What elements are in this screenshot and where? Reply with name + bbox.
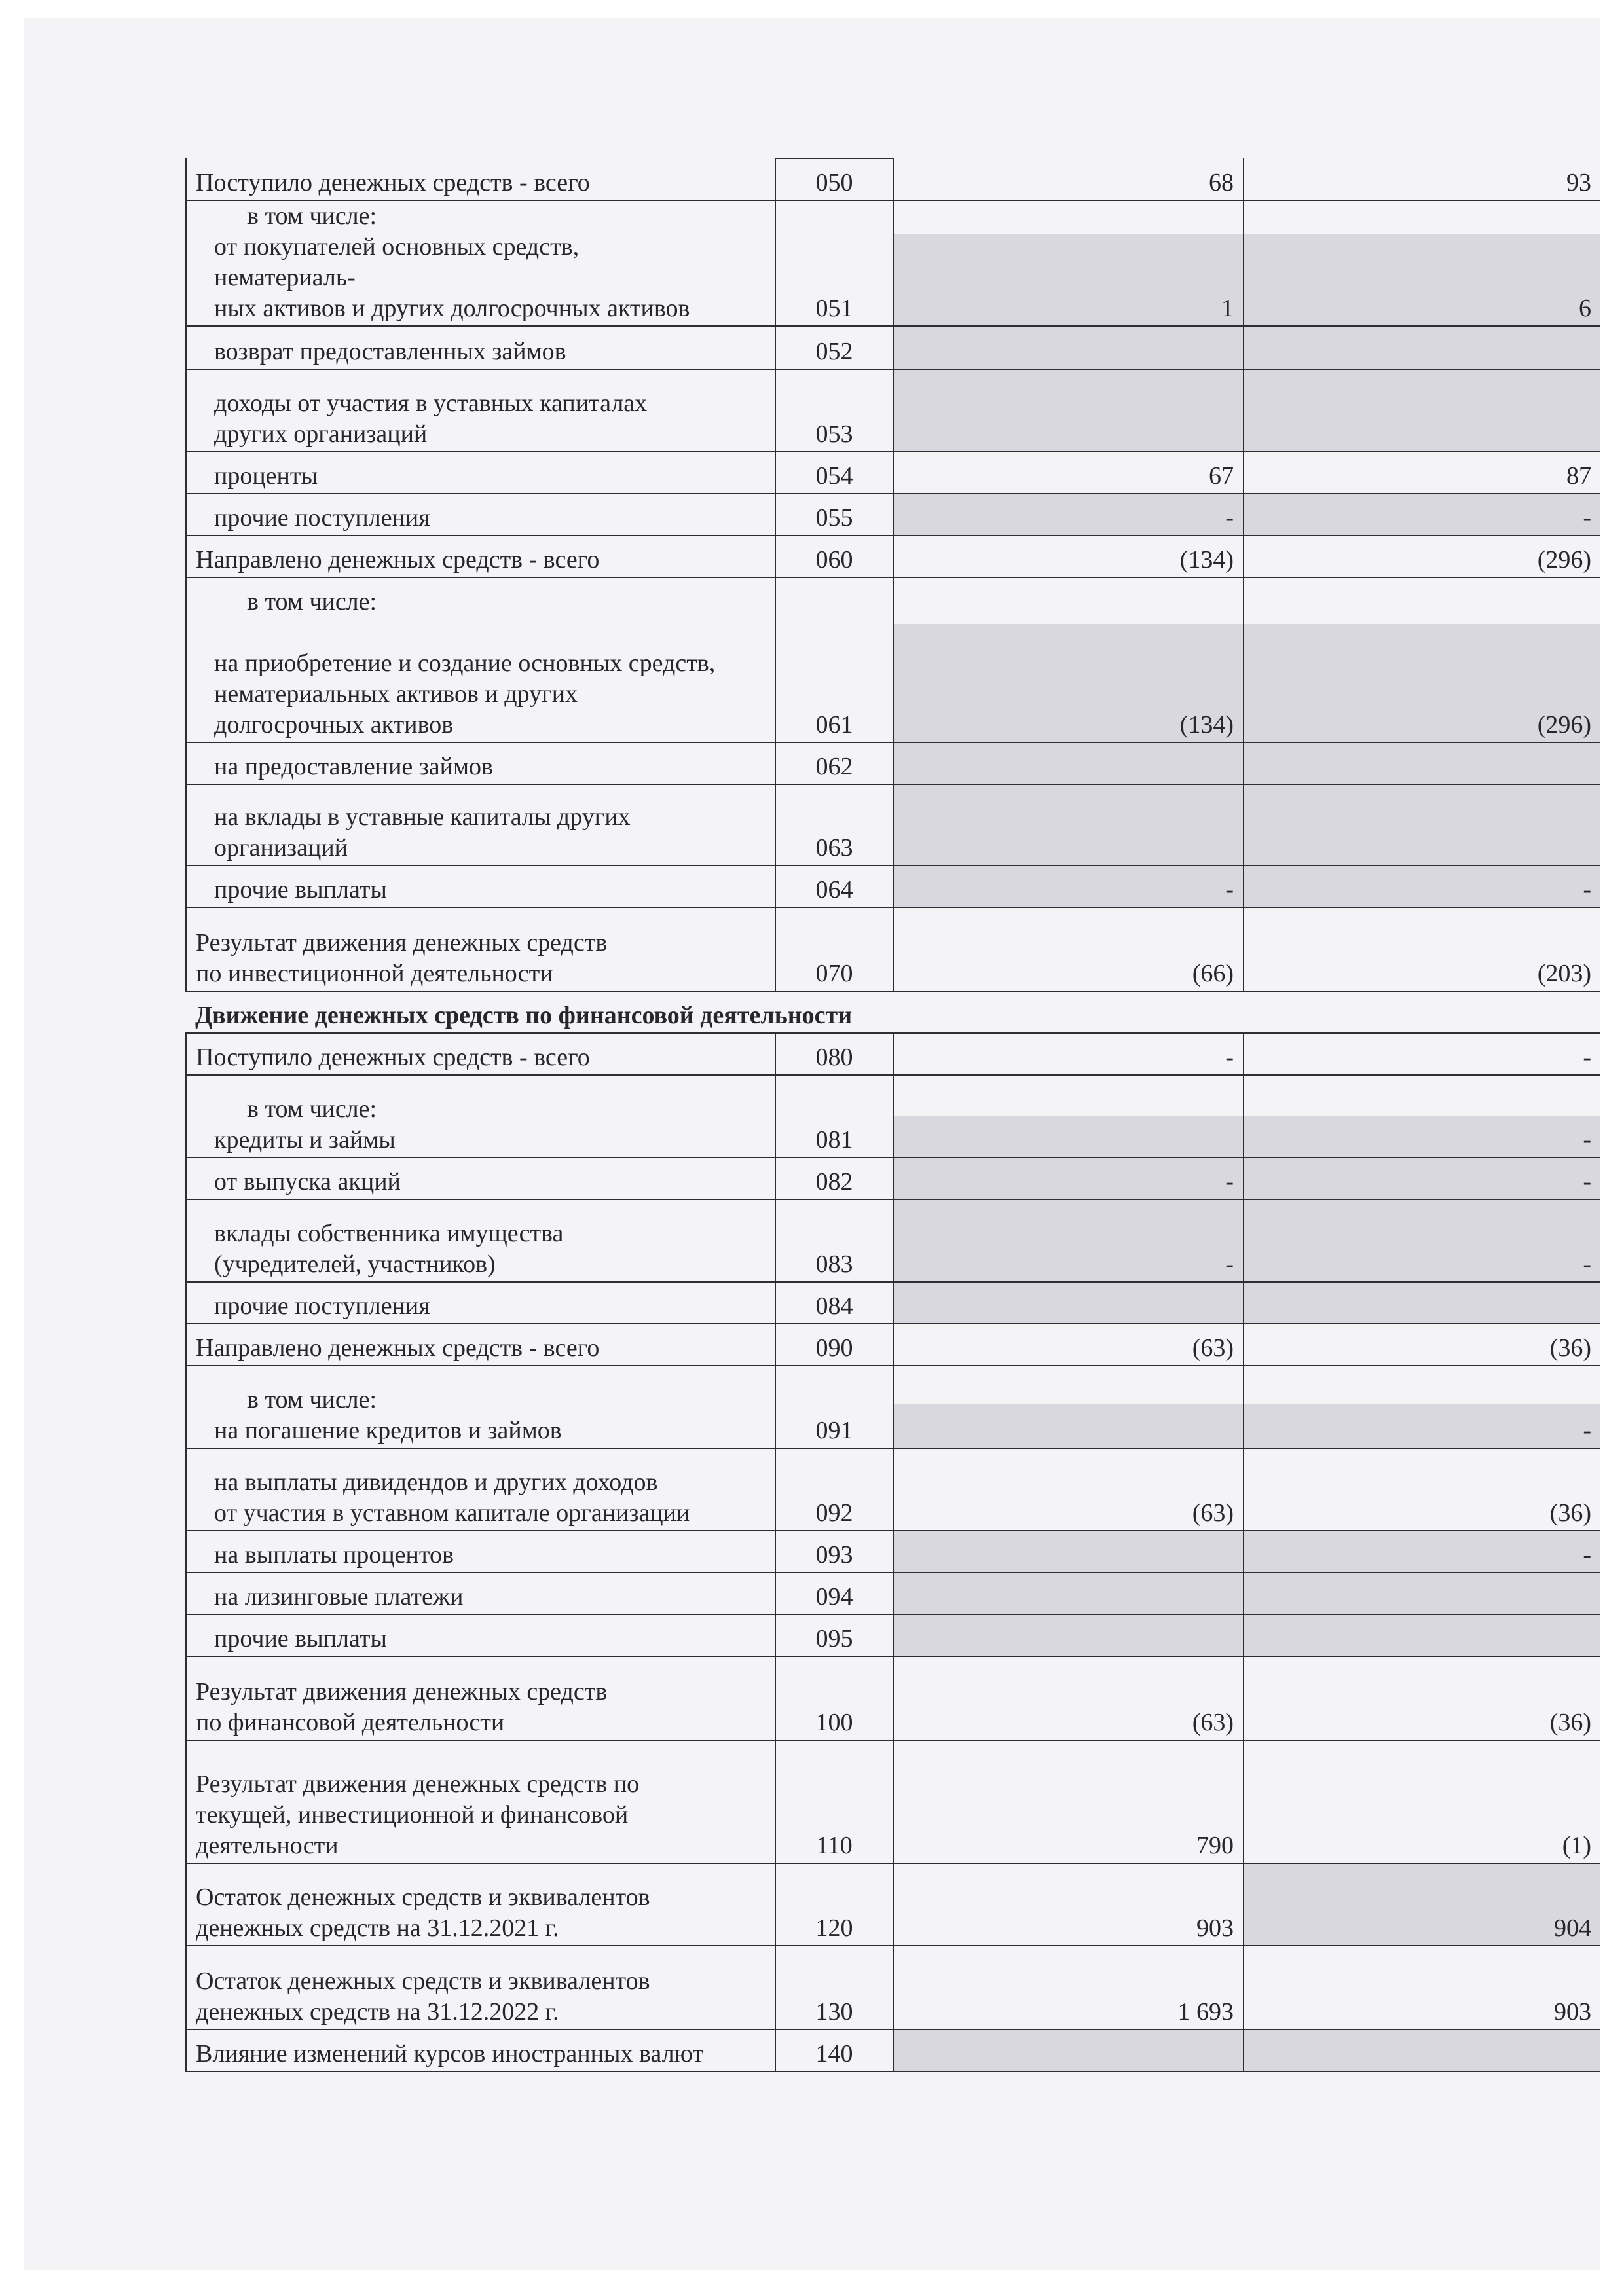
table-row <box>186 1946 1600 2030</box>
row-label-line: от покупателей основных средств, <box>214 233 580 261</box>
table-row <box>186 907 1600 991</box>
row-code: 082 <box>775 1157 893 1199</box>
value-2022: (63) <box>893 1324 1244 1366</box>
value-2022: 1 <box>893 200 1244 326</box>
row-label-line: Результат движения денежных средств <box>196 929 608 957</box>
value-2021: - <box>1244 1075 1600 1157</box>
row-label-line: на погашение кредитов и займов <box>214 1417 562 1444</box>
row-label-line: текущей, инвестиционной и финансовой <box>196 1801 629 1829</box>
row-label <box>186 369 775 452</box>
row-label-line: долгосрочных активов <box>214 711 454 738</box>
row-label <box>186 1656 775 1740</box>
row-label-line: Направлено денежных средств - всего <box>196 546 600 574</box>
value-2021: (296) <box>1244 536 1600 577</box>
cash-flow-table <box>185 158 1600 2072</box>
row-label-line: других организаций <box>214 420 428 448</box>
value-2022 <box>893 1075 1244 1157</box>
row-label-line: в том числе: <box>247 588 377 615</box>
row-label-line: Результат движения денежных средств <box>196 1678 608 1705</box>
table-row <box>186 991 1600 1033</box>
row-label <box>186 742 775 784</box>
value-2022 <box>893 784 1244 866</box>
value-2021 <box>1244 1573 1600 1614</box>
row-label-line: по инвестиционной деятельности <box>196 960 553 987</box>
value-2021: 6 <box>1244 200 1600 326</box>
value-2021 <box>1244 2030 1600 2071</box>
row-label-line: на вклады в уставные капиталы других <box>214 803 631 831</box>
row-code: 100 <box>775 1656 893 1740</box>
value-2021: - <box>1244 494 1600 536</box>
row-label-line: от выпуска акций <box>214 1168 401 1195</box>
row-label <box>186 1157 775 1199</box>
row-label <box>186 1863 775 1946</box>
value-2022 <box>893 326 1244 369</box>
row-label-line: в том числе: <box>247 1095 377 1123</box>
table-row <box>186 2030 1600 2071</box>
row-label-line: кредиты и займы <box>214 1126 396 1154</box>
value-2021: (36) <box>1244 1324 1600 1366</box>
value-2021: (36) <box>1244 1656 1600 1740</box>
row-code: 092 <box>775 1448 893 1531</box>
row-code: 094 <box>775 1573 893 1614</box>
row-code: 084 <box>775 1282 893 1324</box>
row-label-line: Остаток денежных средств и эквивалентов <box>196 1967 650 1995</box>
row-label <box>186 326 775 369</box>
value-2021: (36) <box>1244 1448 1600 1531</box>
row-label-line: на выплаты дивидендов и других доходов <box>214 1468 658 1496</box>
value-2022: (63) <box>893 1448 1244 1531</box>
row-label-line: Результат движения денежных средств по <box>196 1770 640 1798</box>
row-label-line: прочие выплаты <box>214 1625 387 1652</box>
value-2022 <box>893 1614 1244 1656</box>
row-label <box>186 1199 775 1282</box>
value-2021: - <box>1244 1366 1600 1448</box>
row-label <box>186 1531 775 1573</box>
table-row <box>186 1324 1600 1366</box>
cash-flow-table-body <box>186 158 1600 2071</box>
row-label-line <box>196 617 766 648</box>
row-label-line: Направлено денежных средств - всего <box>196 1334 600 1362</box>
row-label <box>186 1075 775 1157</box>
value-2022: - <box>893 494 1244 536</box>
row-label-line: на выплаты процентов <box>214 1541 454 1569</box>
row-label <box>186 866 775 907</box>
table-row <box>186 452 1600 494</box>
row-label <box>186 536 775 577</box>
value-2021 <box>1244 326 1600 369</box>
row-label <box>186 2030 775 2071</box>
row-label <box>186 907 775 991</box>
value-2021: - <box>1244 1531 1600 1573</box>
table-row <box>186 494 1600 536</box>
row-label-line: в том числе: <box>247 1386 377 1413</box>
value-2022: - <box>893 1033 1244 1075</box>
row-label-line: нематериальных активов и других <box>214 680 578 708</box>
row-label <box>186 1448 775 1531</box>
section-heading: Движение денежных средств по финансовой деятельности <box>186 991 1600 1033</box>
value-2022: (134) <box>893 577 1244 742</box>
value-2021: (203) <box>1244 907 1600 991</box>
row-code: 063 <box>775 784 893 866</box>
row-label-line: прочие выплаты <box>214 876 387 903</box>
value-2021: 87 <box>1244 452 1600 494</box>
row-code: 091 <box>775 1366 893 1448</box>
row-code: 070 <box>775 907 893 991</box>
row-label-line: организаций <box>214 834 348 862</box>
value-2022 <box>893 1531 1244 1573</box>
value-2021: (296) <box>1244 577 1600 742</box>
row-label <box>186 1033 775 1075</box>
table-row <box>186 1531 1600 1573</box>
row-label <box>186 200 775 326</box>
row-code: 064 <box>775 866 893 907</box>
row-label-line: прочие поступления <box>214 504 430 532</box>
row-label <box>186 784 775 866</box>
value-2022: 68 <box>893 158 1244 200</box>
table-row <box>186 369 1600 452</box>
row-label-line: денежных средств на 31.12.2021 г. <box>196 1914 559 1942</box>
row-code: 140 <box>775 2030 893 2071</box>
row-label-line: в том числе: <box>247 202 377 230</box>
row-label-line: Поступило денежных средств - всего <box>196 1044 590 1071</box>
row-label <box>186 1614 775 1656</box>
table-row <box>186 1199 1600 1282</box>
row-label-line: на лизинговые платежи <box>214 1583 464 1611</box>
table-row <box>186 577 1600 742</box>
row-code: 081 <box>775 1075 893 1157</box>
table-row <box>186 1033 1600 1075</box>
row-label-line: (учредителей, участников) <box>214 1250 496 1278</box>
table-row <box>186 326 1600 369</box>
row-label-line: на приобретение и создание основных средств, <box>214 649 716 677</box>
row-label <box>186 1366 775 1448</box>
value-2021: 93 <box>1244 158 1600 200</box>
scanned-page <box>24 18 1600 2270</box>
table-row <box>186 200 1600 326</box>
value-2022 <box>893 1366 1244 1448</box>
value-2021 <box>1244 1614 1600 1656</box>
row-code: 061 <box>775 577 893 742</box>
value-2022: 903 <box>893 1863 1244 1946</box>
row-code: 053 <box>775 369 893 452</box>
value-2021: - <box>1244 1033 1600 1075</box>
row-label-line: от участия в уставном капитале организации <box>214 1499 690 1527</box>
row-label-line: вклады собственника имущества <box>214 1220 564 1247</box>
value-2022 <box>893 1573 1244 1614</box>
value-2021: - <box>1244 1199 1600 1282</box>
row-code: 080 <box>775 1033 893 1075</box>
row-label <box>186 577 775 742</box>
value-2021 <box>1244 742 1600 784</box>
row-label-line: проценты <box>214 462 318 490</box>
row-label-line: денежных средств на 31.12.2022 г. <box>196 1998 559 2026</box>
table-row <box>186 866 1600 907</box>
row-code: 083 <box>775 1199 893 1282</box>
table-row <box>186 1157 1600 1199</box>
row-code: 093 <box>775 1531 893 1573</box>
table-row <box>186 784 1600 866</box>
table-row <box>186 742 1600 784</box>
row-code: 095 <box>775 1614 893 1656</box>
table-row <box>186 1614 1600 1656</box>
row-code: 110 <box>775 1740 893 1863</box>
row-label <box>186 1324 775 1366</box>
table-row <box>186 1573 1600 1614</box>
table-row <box>186 1740 1600 1863</box>
row-label-line: возврат предоставленных займов <box>214 338 566 365</box>
row-code: 130 <box>775 1946 893 2030</box>
table-row <box>186 1656 1600 1740</box>
table-row <box>186 1448 1600 1531</box>
row-label-line: нематериаль- <box>214 264 356 291</box>
row-code: 050 <box>775 158 893 200</box>
row-code: 090 <box>775 1324 893 1366</box>
value-2022 <box>893 2030 1244 2071</box>
value-2022 <box>893 742 1244 784</box>
value-2022: (63) <box>893 1656 1244 1740</box>
row-label <box>186 1282 775 1324</box>
row-code: 055 <box>775 494 893 536</box>
value-2022: 67 <box>893 452 1244 494</box>
row-label-line: Влияние изменений курсов иностранных валют <box>196 2040 704 2068</box>
value-2022: (66) <box>893 907 1244 991</box>
row-code: 051 <box>775 200 893 326</box>
value-2021: 903 <box>1244 1946 1600 2030</box>
row-label-line: деятельности <box>196 1832 339 1859</box>
table-row <box>186 536 1600 577</box>
value-2021: 904 <box>1244 1863 1600 1946</box>
row-label <box>186 1740 775 1863</box>
value-2021 <box>1244 369 1600 452</box>
row-label-line: Остаток денежных средств и эквивалентов <box>196 1884 650 1911</box>
row-code: 062 <box>775 742 893 784</box>
table-row <box>186 158 1600 200</box>
row-label-line: ных активов и других долгосрочных активов <box>214 295 690 322</box>
table-row <box>186 1366 1600 1448</box>
row-label <box>186 1573 775 1614</box>
row-label <box>186 158 775 200</box>
value-2021: - <box>1244 866 1600 907</box>
row-code: 054 <box>775 452 893 494</box>
table-row <box>186 1075 1600 1157</box>
row-code: 052 <box>775 326 893 369</box>
row-label-line: доходы от участия в уставных капиталах <box>214 390 648 417</box>
table-row <box>186 1282 1600 1324</box>
value-2021 <box>1244 784 1600 866</box>
value-2022: (134) <box>893 536 1244 577</box>
row-code: 120 <box>775 1863 893 1946</box>
value-2021: - <box>1244 1157 1600 1199</box>
table-row <box>186 1863 1600 1946</box>
value-2022: - <box>893 866 1244 907</box>
row-label-line: на предоставление займов <box>214 753 493 780</box>
row-label-line: по финансовой деятельности <box>196 1709 505 1736</box>
value-2021: (1) <box>1244 1740 1600 1863</box>
row-code: 060 <box>775 536 893 577</box>
row-label <box>186 1946 775 2030</box>
value-2022 <box>893 1282 1244 1324</box>
value-2021 <box>1244 1282 1600 1324</box>
value-2022: 790 <box>893 1740 1244 1863</box>
value-2022: 1 693 <box>893 1946 1244 2030</box>
row-label-line: прочие поступления <box>214 1292 430 1320</box>
row-label <box>186 494 775 536</box>
row-label <box>186 452 775 494</box>
value-2022 <box>893 369 1244 452</box>
value-2022: - <box>893 1157 1244 1199</box>
row-label-line: Поступило денежных средств - всего <box>196 169 590 196</box>
value-2022: - <box>893 1199 1244 1282</box>
